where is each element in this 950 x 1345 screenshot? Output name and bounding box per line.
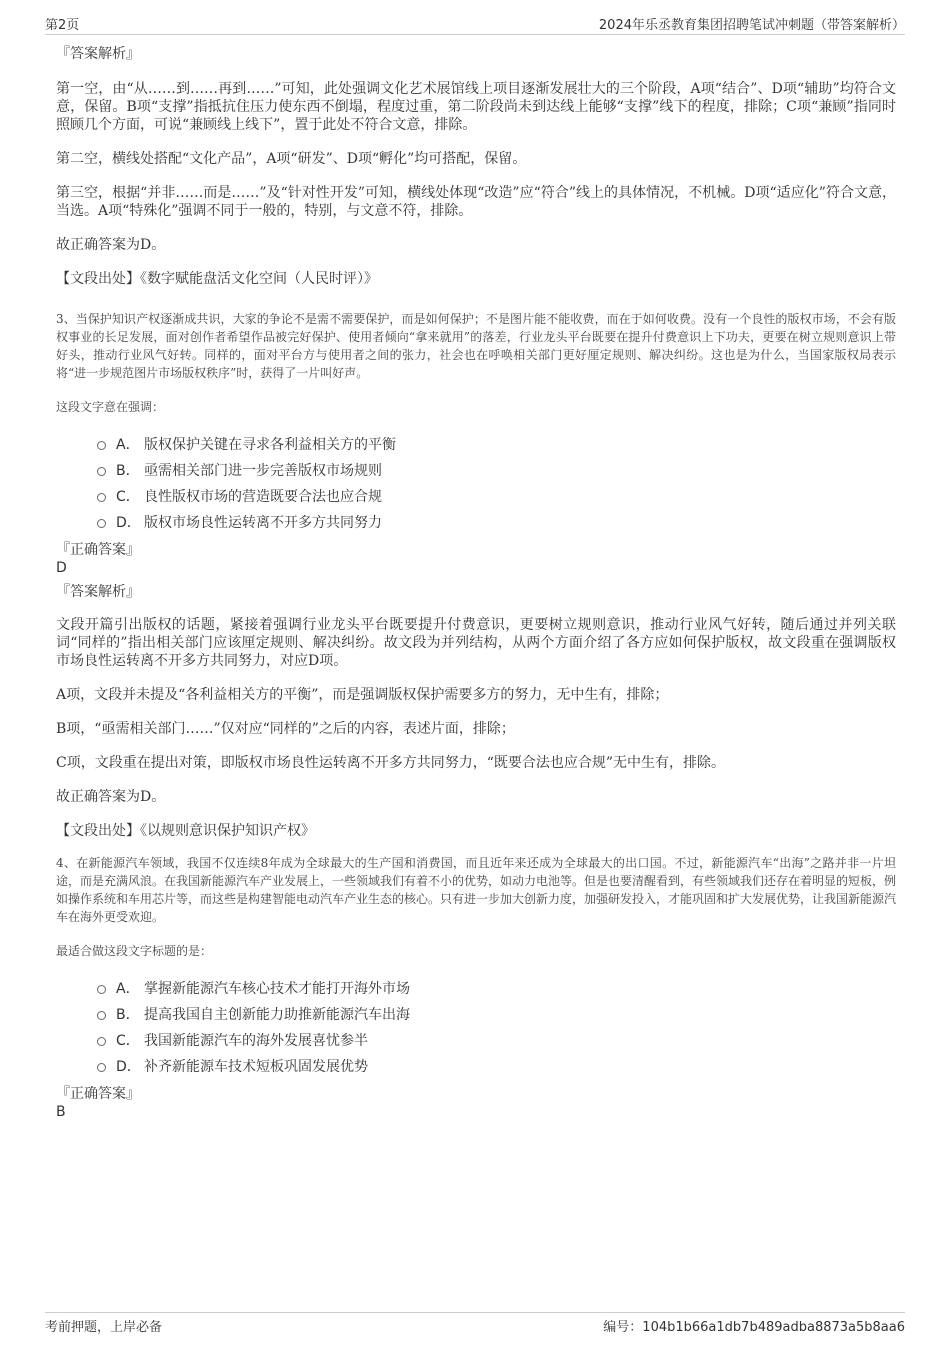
q3-analysis-paragraph: 文段开篇引出版权的话题，紧接着强调行业龙头平台既要提升付费意识，更要树立规则意识，推动行业风气好转，随后通过并列关联词“同样的”指出相关部门应该厘定规则、解决纠纷。故文段为并列结构，从两个方面介绍了各方应如何保护版权，故文段重在强调版权市场良性运转离不开多方共同努力，对应D项。 [56,617,896,669]
option-b[interactable] [56,458,896,484]
code-label: 编号： [603,1320,643,1335]
q4-stem: 4、在新能源汽车领域，我国不仅连续8年成为全球最大的生产国和消费国，而且近年来还成为全球最大的出口国。不过，新能源汽车“出海”之路并非一片坦途，而是充满风浪。在我国新能源汽车产业发展上，一些领域我们有着不小的优势，如动力电池等。但是也要清醒看到，有些领域我们还存在着明显的短板，例如操作系统和车用芯片等，而这些是构建智能电动汽车产业生态的核心。只有进一步加大创新力度，加强研发投入，才能巩固和扩大发展优势，让我国新能源汽车在海外更受欢迎。 [56,856,897,924]
radio-icon[interactable] [97,1011,106,1020]
option-text: 良性版权市场的营造既要合法也应合规 [144,489,382,505]
page-header [45,14,905,35]
option-text: 补齐新能源车技术短板巩固发展优势 [144,1059,368,1075]
radio-icon[interactable] [97,493,106,502]
q3-analysis-paragraph: B项，“亟需相关部门……”仅对应“同样的”之后的内容，表述片面，排除； [56,721,515,737]
q4-answer: B [56,1104,66,1120]
option-c[interactable] [56,484,896,510]
q4-options [56,976,896,1080]
option-a[interactable] [56,976,896,1002]
page-number: 第2页 [45,18,80,33]
q3-options [56,432,896,536]
option-c[interactable] [56,1028,896,1054]
q3-analysis-label: 『答案解析』 [56,584,140,600]
q2-analysis-label: 『答案解析』 [56,46,140,62]
radio-icon[interactable] [97,441,106,450]
option-letter: B． [116,463,140,479]
option-letter: D． [116,1059,141,1075]
q3-answer-line: 故正确答案为D。 [56,789,166,805]
option-text: 提高我国自主创新能力助推新能源汽车出海 [144,1007,410,1023]
q4-answer-label: 『正确答案』 [56,1086,140,1102]
document-title: 2024年乐丞教育集团招聘笔试冲刺题（带答案解析） [598,18,905,33]
radio-icon[interactable] [97,985,106,994]
radio-icon[interactable] [97,1063,106,1072]
option-b[interactable] [56,1002,896,1028]
code-value: 104b1b66a1db7b489adba8873a5b8aa6 [642,1320,905,1335]
document-code [603,1316,905,1335]
radio-icon[interactable] [97,467,106,476]
option-letter: C． [116,1033,140,1049]
q3-answer: D [56,560,67,576]
option-text: 掌握新能源汽车核心技术才能打开海外市场 [144,981,410,997]
page-footer [45,1312,905,1335]
q3-analysis-paragraph: C项，文段重在提出对策，即版权市场良性运转离不开多方共同努力，“既要合法也应合规”无中生有，排除。 [56,755,726,771]
radio-icon[interactable] [97,519,106,528]
q3-analysis-paragraph: A项，文段并未提及“各利益相关方的平衡”，而是强调版权保护需要多方的努力，无中生有，排除； [56,687,669,703]
q2-answer-line: 故正确答案为D。 [56,237,166,253]
option-letter: A． [116,437,140,453]
option-text: 亟需相关部门进一步完善版权市场规则 [144,463,382,479]
q3-stem: 3、当保护知识产权逐渐成共识，大家的争论不是需不需要保护，而是如何保护；不是图片能不能收费，而在于如何收费。没有一个良性的版权市场，不会有版权事业的长足发展，面对创作者希望作品被完好保护、使用者倾向“拿来就用”的落差，行业龙头平台既要在提升付费意识上下功夫，更要在树立规则意识上带好头，推动行业风气好转。同样的，面对平台方与使用者之间的张力，社会也在呼唤相关部门更好厘定规则、解决纠纷。这也是为什么，当国家版权局表示将“进一步规范图片市场版权秩序”时，获得了一片叫好声。 [56,312,896,380]
q2-source: 【文段出处】《数字赋能盘活文化空间（人民时评）》 [56,271,378,287]
option-a[interactable] [56,432,896,458]
q3-source: 【文段出处】《以规则意识保护知识产权》 [56,823,315,839]
q3-answer-label: 『正确答案』 [56,542,140,558]
radio-icon[interactable] [97,1037,106,1046]
q2-analysis-paragraph: 第一空，由“从……到……再到……”可知，此处强调文化艺术展馆线上项目逐渐发展壮大的三个阶段，A项“结合”、D项“辅助”均符合文意，保留。B项“支撑”指抵抗住压力使东西不倒塌，程度过重，第二阶段尚未到达线上能够“支撑”线下的程度，排除；C项“兼顾”指同时照顾几个方面，可说“兼顾线上线下”，置于此处不符合文意，排除。 [56,81,896,133]
q2-analysis-paragraph: 第三空，根据“并非……而是……”及“针对性开发”可知，横线处体现“改造”应“符合”线上的具体情况，不机械。D项“适应化”符合文意，当选。A项“特殊化”强调不同于一般的，特别，与文意不符，排除。 [56,185,896,219]
q2-analysis-paragraph: 第二空，横线处搭配“文化产品”，A项“研发”、D项“孵化”均可搭配，保留。 [56,151,527,167]
q3-question: 这段文字意在强调： [56,400,165,414]
option-text: 我国新能源汽车的海外发展喜忧参半 [144,1033,368,1049]
option-d[interactable] [56,510,896,536]
footer-slogan: 考前押题，上岸必备 [45,1320,163,1335]
option-text: 版权市场良性运转离不开多方共同努力 [144,515,382,531]
option-d[interactable] [56,1054,896,1080]
option-letter: C． [116,489,140,505]
q4-question: 最适合做这段文字标题的是： [56,944,213,958]
page-content [56,44,896,1120]
option-letter: A． [116,981,140,997]
option-letter: B． [116,1007,140,1023]
option-text: 版权保护关键在寻求各利益相关方的平衡 [144,437,396,453]
option-letter: D． [116,515,141,531]
